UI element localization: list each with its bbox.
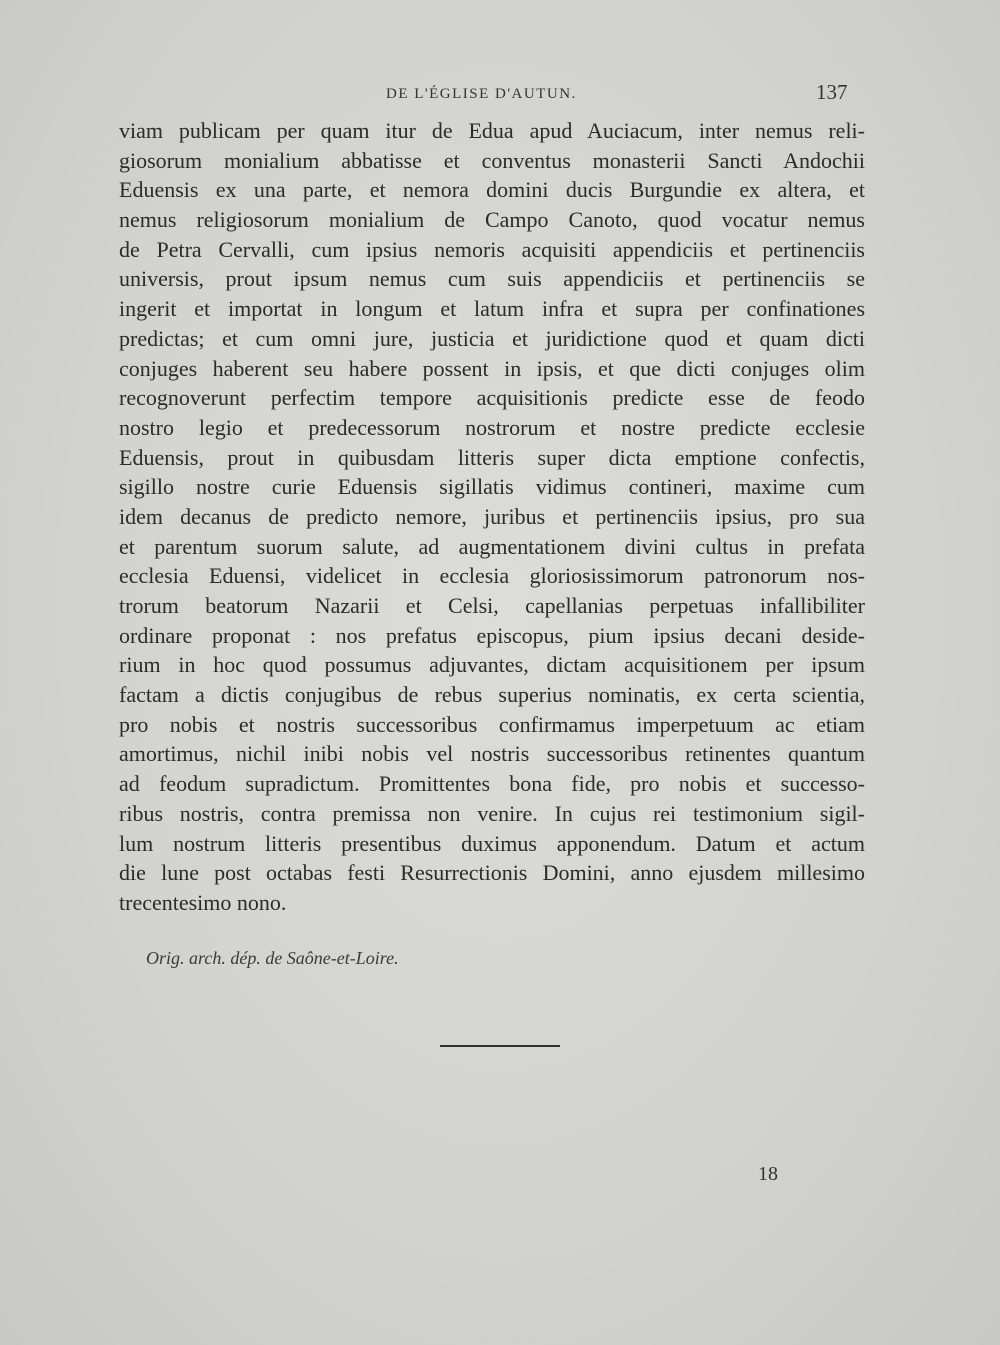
text-line: de Petra Cervalli, cum ipsius nemoris acquisiti appendiciis et pertinenciis [119,236,865,262]
text-line: idem decanus de predicto nemore, juribus et pertinenciis ipsius, pro sua [119,503,865,529]
running-title: DE L'ÉGLISE D'AUTUN. [386,86,577,102]
text-line: nemus religiosorum monialium de Campo Canoto, quod vocatur nemus [119,207,865,233]
text-line: trecentesimo nono. [119,889,287,915]
text-line: sigillo nostre curie Eduensis sigillatis vidimus contineri, maxime cum [119,474,865,500]
body-text [119,116,865,918]
text-line: recognoverunt perfectim tempore acquisitionis predicte esse de feodo [119,385,865,411]
text-line: Eduensis, prout in quibusdam litteris super dicta emptione confectis, [119,444,865,470]
text-line: lum nostrum litteris presentibus duximus apponendum. Datum et actum [119,830,865,856]
text-line: viam publicam per quam itur de Edua apud Auciacum, inter nemus reli- [119,118,865,143]
text-line: giosorum monialium abbatisse et conventus monasterii Sancti Andochii [119,147,865,173]
text-line: Eduensis ex una parte, et nemora domini ducis Burgundie ex altera, et [119,177,865,203]
text-line: factam a dictis conjugibus de rebus superius nominatis, ex certa scientia, [119,682,865,708]
text-line: pro nobis et nostris successoribus confirmamus imperpetuum ac etiam [119,711,865,737]
text-line: die lune post octabas festi Resurrectionis Domini, anno ejusdem millesimo [119,860,865,886]
text-line: ordinare proponat : nos prefatus episcopus, pium ipsius decani deside- [119,622,865,648]
text-line: ad feodum supradictum. Promittentes bona fide, pro nobis et successo- [119,771,865,797]
text-line: et parentum suorum salute, ad augmentationem divini cultus in prefata [119,533,865,559]
section-rule [440,1045,560,1047]
text-line: ribus nostris, contra premissa non venire. In cujus rei testimonium sigil- [119,800,865,826]
text-line: predictas; et cum omni jure, justicia et juridictione quod et quam dicti [119,325,865,351]
text-line: rium in hoc quod possumus adjuvantes, dictam acquisitionem per ipsum [119,652,865,678]
text-line: nostro legio et predecessorum nostrorum et nostre predicte ecclesie [119,414,865,440]
text-line: universis, prout ipsum nemus cum suis appendiciis et pertinenciis se [119,266,865,292]
text-line: ecclesia Eduensi, videlicet in ecclesia gloriosissimorum patronorum nos- [119,563,865,589]
source-note: Orig. arch. dép. de Saône-et-Loire. [146,948,399,968]
page-number: 137 [816,80,848,104]
signature-mark: 18 [758,1163,778,1185]
text-line: amortimus, nichil inibi nobis vel nostris successoribus retinentes quantum [119,741,865,767]
text-line: ingerit et importat in longum et latum infra et supra per confinationes [119,296,865,322]
text-line: conjuges haberent seu habere possent in ipsis, et que dicti conjuges olim [119,355,865,381]
text-line: trorum beatorum Nazarii et Celsi, capellanias perpetuas infallibiliter [119,593,865,618]
